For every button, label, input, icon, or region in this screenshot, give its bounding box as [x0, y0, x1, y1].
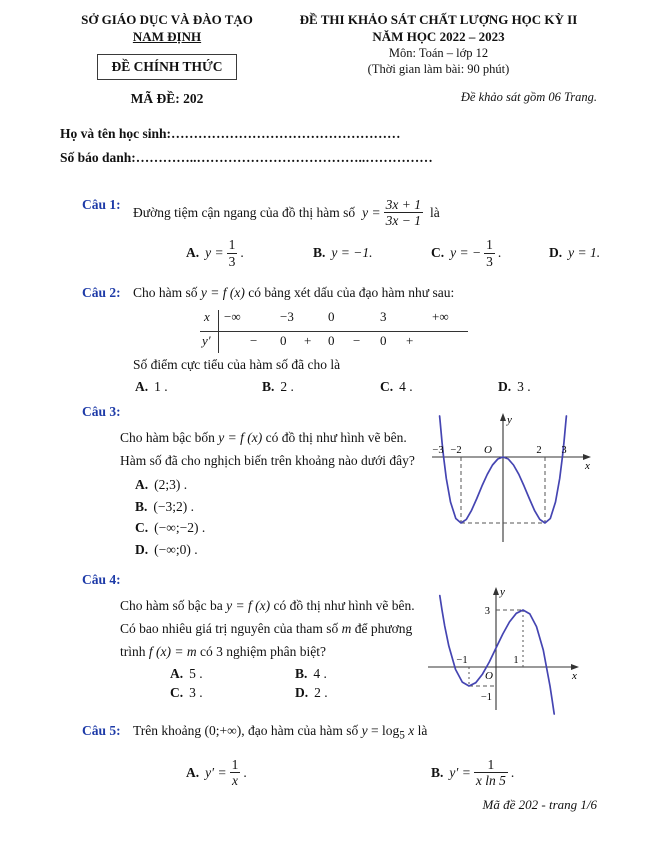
origin-label: O — [484, 443, 492, 456]
question-5-body — [133, 723, 645, 789]
question-1-text-before: Đường tiệm cận ngang của đồ thị hàm số — [133, 204, 356, 220]
question-4-line3: trình f (x) = m có 3 nghiệm phân biệt? — [120, 643, 326, 659]
question-1 — [82, 197, 645, 268]
table-cell: 3 — [380, 308, 387, 324]
question-5-options — [186, 757, 645, 788]
tick-neg3: −3 — [432, 444, 444, 456]
cubic-function-graph — [424, 582, 584, 717]
option-a: A. (2;3) . — [135, 476, 188, 492]
option-b: B. 2 . — [262, 378, 294, 394]
quartic-function-graph — [426, 410, 598, 552]
student-id-label: Số báo danh: — [60, 149, 136, 165]
department-line1: SỞ GIÁO DỤC VÀ ĐÀO TẠO — [81, 12, 253, 27]
y-axis-arrow — [493, 587, 499, 595]
header-right — [278, 12, 599, 107]
x-axis-label: x — [585, 459, 590, 472]
exam-subject: Môn: Toán – lớp 12 — [388, 46, 489, 60]
option-b: B. y = −1. — [313, 245, 373, 261]
table-cell: + — [304, 332, 312, 348]
question-5-text: Trên khoảng (0;+∞), đạo hàm của hàm số $y = \log_5 x$ là — [133, 722, 428, 742]
y-axis-arrow — [500, 413, 506, 421]
option-b: B. 4 . — [295, 665, 327, 681]
tick-3: 3 — [561, 444, 567, 456]
option-b: B. (−3;2) . — [135, 498, 194, 514]
question-3-line2: Hàm số đã cho nghịch biến trên khoảng nào dưới đây? — [120, 452, 415, 468]
official-exam-box: ĐỀ CHÍNH THỨC — [97, 54, 236, 80]
student-id-line — [60, 146, 645, 170]
table-cell: 0 — [280, 332, 287, 348]
header-left — [56, 12, 278, 107]
option-b: B. y′ = $\frac{1}{\text{x ln 5}}$ . — [431, 757, 515, 789]
question-5-label: Câu 5: — [82, 722, 121, 738]
x-axis-label: x — [572, 669, 577, 682]
student-name-dots: …………………………………………… — [171, 126, 401, 141]
question-3-line1: Cho hàm bậc bốn y = f (x) có đồ thị như hình vẽ bên. — [120, 429, 407, 445]
table-cell: −∞ — [224, 308, 241, 324]
student-info — [60, 122, 645, 169]
sign-table — [200, 308, 472, 354]
y-axis-label: y — [507, 413, 512, 426]
pages-note: Đề khảo sát gồm 06 Trang. — [460, 90, 597, 104]
exam-title-line1: ĐỀ THI KHẢO SÁT CHẤT LƯỢNG HỌC KỲ II — [299, 12, 578, 27]
table-cell: +∞ — [432, 308, 449, 324]
question-1-text-after: là — [430, 204, 440, 220]
question-2 — [82, 285, 645, 395]
question-5 — [82, 723, 645, 789]
option-c: C. 4 . — [380, 378, 413, 394]
table-cell: 0 — [380, 332, 387, 348]
tick-neg2: −2 — [450, 444, 462, 456]
question-4-label: Câu 4: — [82, 571, 121, 587]
table-head-x: x — [204, 308, 210, 324]
student-name-label: Họ và tên học sinh: — [60, 126, 172, 141]
exam-title-line2: NĂM HỌC 2022 – 2023 — [372, 29, 505, 44]
tick-3: 3 — [484, 605, 490, 617]
question-2-text3: Số điểm cực tiểu của hàm số đã cho là — [133, 356, 341, 372]
table-cell: − — [353, 332, 361, 348]
table-cell: 0 — [328, 332, 335, 348]
origin-label: O — [485, 669, 493, 682]
question-1-formula-lhs: y = — [362, 204, 381, 220]
exam-code: MÃ ĐỀ: 202 — [130, 91, 204, 106]
table-cell: − — [250, 332, 258, 348]
option-a: A. 1 . — [135, 378, 168, 394]
question-1-fraction: $\frac{3x + 1}{3x - 1}$ — [385, 197, 422, 229]
question-1-text — [133, 197, 440, 228]
header — [0, 0, 645, 107]
question-1-label: Câu 1: — [82, 197, 121, 213]
option-c: C. 3 . — [170, 684, 203, 700]
question-2-options — [135, 379, 645, 395]
question-3-label: Câu 3: — [82, 403, 121, 419]
table-horizontal-rule — [200, 331, 468, 332]
option-a: A. y = $\frac{1}{3}$ . — [186, 237, 244, 269]
question-1-body — [133, 197, 645, 268]
y-axis-label: y — [500, 585, 505, 598]
option-a: A. y′ = $\frac{1}{x}$ . — [186, 757, 247, 789]
label-neg1: −1 — [480, 691, 492, 703]
question-3 — [0, 404, 645, 562]
question-2-text: Cho hàm số y = f (x) có bảng xét dấu của đạo hàm như sau: — [133, 284, 455, 300]
page-footer: Mã đề 202 - trang 1/6 — [482, 797, 597, 812]
student-id-dots: …………..………………………………..…………… — [135, 149, 433, 165]
question-4-line1: Cho hàm số bậc ba y = f (x) có đồ thị như hình vẽ bên. — [120, 597, 415, 613]
table-cell: + — [406, 332, 414, 348]
option-a: A. 5 . — [170, 665, 203, 681]
option-d: D. 2 . — [295, 684, 328, 700]
question-1-options — [186, 237, 645, 268]
option-d: D. (−∞;0) . — [135, 542, 198, 558]
option-c: C. (−∞;−2) . — [135, 520, 206, 536]
question-4 — [0, 572, 645, 715]
tick-1: 1 — [513, 654, 519, 666]
question-2-body — [133, 285, 645, 395]
department-line2: NAM ĐỊNH — [132, 29, 202, 44]
table-head-yprime: y′ — [202, 332, 211, 348]
log-base: 5 — [399, 729, 405, 742]
question-2-label: Câu 2: — [82, 284, 121, 300]
question-4-line2: Có bao nhiêu giá trị nguyên của tham số m để phương — [120, 620, 413, 636]
table-cell: 0 — [328, 308, 335, 324]
exam-duration: (Thời gian làm bài: 90 phút) — [367, 62, 510, 76]
option-c: C. y = − $\frac{1}{3}$ . — [431, 237, 502, 269]
tick-neg1: −1 — [456, 654, 468, 666]
option-d: D. y = 1. — [549, 245, 601, 261]
student-name-line — [60, 122, 645, 146]
table-cell: −3 — [280, 308, 294, 324]
option-d: D. 3 . — [498, 378, 531, 394]
tick-2: 2 — [536, 444, 542, 456]
